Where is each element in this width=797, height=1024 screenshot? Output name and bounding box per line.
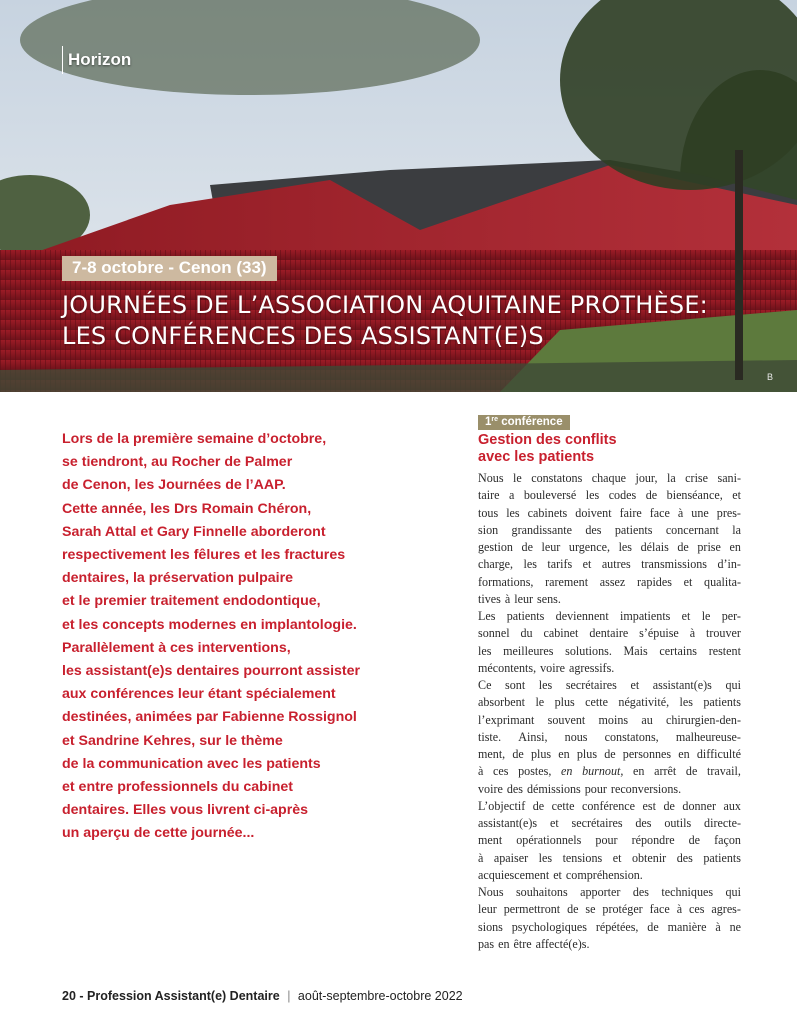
body-word: bienséance, xyxy=(666,488,723,503)
body-word: compréhension. xyxy=(565,867,643,882)
body-line xyxy=(478,867,741,884)
body-word: cabinet xyxy=(543,626,579,641)
body-word: agressifs. xyxy=(568,660,615,675)
body-word: taire xyxy=(478,488,500,503)
body-word: et xyxy=(549,816,559,830)
body-word: plus xyxy=(554,695,575,710)
body-line xyxy=(478,539,741,556)
body-word: assistant(e)s xyxy=(652,678,712,692)
body-word: une xyxy=(691,505,709,520)
body-word: arrêt xyxy=(654,764,677,779)
body-word: agres- xyxy=(711,902,741,917)
intro-line: et Sandrine Kehres, sur le thème xyxy=(62,732,283,749)
body-word: tarifs xyxy=(547,557,573,572)
body-word: travail, xyxy=(706,764,741,779)
body-word: directe- xyxy=(704,816,741,830)
body-word: doivent xyxy=(575,505,612,520)
body-word: en xyxy=(633,764,645,779)
body-word: en xyxy=(561,764,573,779)
body-word: se xyxy=(585,902,596,917)
intro-line: Lors de la première semaine d’octobre, xyxy=(62,431,327,447)
body-word: apaiser xyxy=(493,850,529,865)
body-word: de xyxy=(685,764,698,779)
body-word: la xyxy=(666,471,676,485)
body-word: à xyxy=(676,902,683,917)
magazine-name: Profession Assistant(e) Dentaire xyxy=(87,989,280,1003)
body-word: jour, xyxy=(635,471,658,485)
body-word: de xyxy=(647,919,659,934)
body-word: pour xyxy=(595,833,618,848)
body-word: à xyxy=(677,505,684,520)
body-word: à xyxy=(478,764,484,779)
body-word: et xyxy=(681,609,691,623)
body-word: impatients xyxy=(620,609,671,623)
conference-title-line: avec les patients xyxy=(478,449,595,465)
body-word: qui xyxy=(725,678,741,692)
body-word: sens. xyxy=(537,591,561,606)
body-word: acquiescement xyxy=(478,867,550,882)
body-word: outils xyxy=(664,816,692,830)
conference-body xyxy=(478,470,741,953)
body-word: Nous xyxy=(478,471,504,485)
body-word: les xyxy=(506,505,520,520)
intro-line: de Cenon, les Journées de l’AAP. xyxy=(62,477,286,494)
body-word: répétées, xyxy=(595,919,639,934)
body-word: Ce xyxy=(478,678,492,692)
body-word: être xyxy=(513,936,532,951)
body-word: qui xyxy=(725,885,741,899)
body-line xyxy=(478,712,741,729)
body-word: rarement xyxy=(545,574,589,589)
body-word: du xyxy=(520,626,533,641)
body-word: personnes xyxy=(622,747,672,761)
body-word: mécontents, xyxy=(478,660,537,675)
body-word: de xyxy=(532,798,545,813)
body-word: face xyxy=(649,902,670,917)
section-rule xyxy=(62,46,63,74)
intro-line: un aperçu de cette journée... xyxy=(62,825,255,842)
body-word: en xyxy=(558,747,570,761)
body-word: et xyxy=(683,574,693,589)
body-word: tous xyxy=(478,505,499,520)
body-line xyxy=(478,832,741,849)
intro-line: respectivement les fêlures et les fractures xyxy=(62,547,346,564)
footer-dash: - xyxy=(79,989,84,1003)
body-word: à xyxy=(715,919,721,934)
body-word: malheureuse- xyxy=(675,729,741,744)
body-word: de xyxy=(512,747,524,761)
event-date-tag: 7-8 octobre - Cenon (33) xyxy=(62,256,277,281)
body-word: des xyxy=(676,850,693,865)
body-word: les xyxy=(538,850,553,865)
body-word: pas xyxy=(478,936,495,951)
body-word: de xyxy=(688,833,701,848)
intro-line: dentaires. Elles vous livrent ci-après xyxy=(62,802,309,819)
body-word: de xyxy=(604,747,616,761)
body-word: à xyxy=(689,626,696,641)
article-title-line: LES CONFÉRENCES DES ASSISTANT(E)S xyxy=(62,322,544,350)
body-line xyxy=(478,884,741,901)
conference-title xyxy=(478,432,748,466)
body-line xyxy=(478,815,741,832)
body-word: affecté(e)s. xyxy=(535,936,590,951)
conference-number-suffix: re xyxy=(491,416,499,423)
body-word: leur xyxy=(478,902,497,917)
body-word: crise xyxy=(685,471,709,485)
body-line xyxy=(478,798,741,815)
intro-line: et le premier traitement endodontique, xyxy=(62,593,321,610)
body-word: secrétaires xyxy=(571,816,623,830)
hero-photo xyxy=(0,0,797,392)
body-word: grandissante xyxy=(511,522,572,537)
body-word: postes, xyxy=(518,764,552,779)
body-word: patients xyxy=(703,695,741,710)
conference-title-line: Gestion des conflits xyxy=(478,432,617,448)
conference-tag-word: conférence xyxy=(501,416,563,428)
body-word: souvent xyxy=(547,712,586,727)
footer-separator: | xyxy=(287,989,291,1003)
body-word: voire xyxy=(478,781,503,796)
body-word: leur xyxy=(541,540,561,554)
body-word: opérationnels xyxy=(516,833,582,848)
body-word: rapides xyxy=(637,574,672,589)
body-word: ces xyxy=(689,902,705,917)
body-word: difficulté xyxy=(696,747,741,761)
body-word: aux xyxy=(723,798,741,813)
body-line xyxy=(478,505,741,522)
body-word: chaque xyxy=(591,471,626,485)
body-word: ne xyxy=(729,919,741,934)
body-word: L’objectif xyxy=(478,798,526,813)
body-word: est xyxy=(642,798,656,813)
body-word: meilleures xyxy=(503,643,554,658)
body-word: codes xyxy=(608,488,637,503)
body-word: chirurgien-den- xyxy=(665,712,741,727)
body-word: transmissions xyxy=(641,557,707,572)
body-word: manière xyxy=(667,919,707,934)
conference-number-tag xyxy=(478,415,570,430)
body-word: conférence xyxy=(582,798,636,813)
body-line xyxy=(478,643,741,660)
body-line xyxy=(478,694,741,711)
body-word: charge, xyxy=(478,557,514,572)
body-word: à xyxy=(504,591,511,606)
intro-line: et les concepts modernes en implantologie. xyxy=(62,616,357,633)
body-word: patients xyxy=(614,522,653,537)
article-title-line: JOURNÉES DE L’ASSOCIATION AQUITAINE PROTHÈSE: xyxy=(62,291,708,319)
body-word: Mais xyxy=(623,643,648,658)
body-word: sani- xyxy=(717,471,741,485)
body-word: les xyxy=(523,557,537,572)
page-footer xyxy=(62,989,463,1003)
body-word: tives xyxy=(478,591,501,606)
body-word: de xyxy=(521,540,533,554)
section-label: Horizon xyxy=(68,50,132,69)
body-word: Nous xyxy=(478,885,504,899)
body-word: d’in- xyxy=(717,557,741,572)
body-line xyxy=(478,591,741,608)
body-line xyxy=(478,487,741,504)
body-line xyxy=(478,522,741,539)
body-line xyxy=(478,746,741,763)
body-word: le xyxy=(701,609,711,623)
body-line xyxy=(478,901,741,918)
body-word: les xyxy=(679,695,693,710)
intro-line: Cette année, les Drs Romain Chéron, xyxy=(62,500,312,517)
body-word: au xyxy=(641,712,653,727)
body-word: patients xyxy=(703,850,741,865)
body-line xyxy=(478,850,741,867)
body-word: dentaire xyxy=(589,626,629,641)
body-word: cette xyxy=(551,798,575,813)
body-word: sonnel xyxy=(478,626,510,641)
body-word: répondre xyxy=(631,833,675,848)
body-word: des xyxy=(506,781,523,796)
body-word: démissions xyxy=(526,781,581,796)
body-word: assistant(e)s xyxy=(478,816,538,830)
body-word: permettront xyxy=(503,902,561,917)
intro-line: dentaires, la préservation pulpaire xyxy=(62,570,294,587)
body-word: trouver xyxy=(706,626,741,641)
intro-line: et entre professionnels du cabinet xyxy=(62,779,293,796)
body-word: obtenir xyxy=(631,850,667,865)
body-word: Les xyxy=(478,609,496,623)
body-word: constatons, xyxy=(604,729,659,744)
body-word: constatons xyxy=(531,471,583,485)
body-word: tensions xyxy=(562,850,603,865)
body-line xyxy=(478,608,741,625)
body-word: sion xyxy=(478,522,499,537)
body-word: délais xyxy=(640,540,669,554)
body-word: apporter xyxy=(580,885,621,899)
conference-number: 1 xyxy=(485,416,492,428)
body-word: la xyxy=(732,522,741,537)
body-word: les xyxy=(478,643,492,658)
body-word: souhaitons xyxy=(515,885,568,899)
body-line xyxy=(478,625,741,642)
body-word: voire xyxy=(540,660,565,675)
body-word: per- xyxy=(721,609,741,623)
body-line xyxy=(478,919,741,936)
body-word: absorbent xyxy=(478,695,526,710)
body-word: à xyxy=(478,850,484,865)
intro-line: se tiendront, au Rocher de Palmer xyxy=(62,454,293,471)
body-word: de xyxy=(567,902,579,917)
body-word: concernant xyxy=(665,522,719,537)
body-word: certains xyxy=(659,643,698,658)
body-word: le xyxy=(535,695,545,710)
body-word: qualita- xyxy=(704,574,741,589)
body-word: Ainsi, xyxy=(518,729,548,744)
page-number: 20 xyxy=(62,989,76,1003)
body-word: psychologiques xyxy=(511,919,587,934)
body-word: les xyxy=(538,678,553,692)
intro-line: Parallèlement à ces interventions, xyxy=(62,639,291,656)
body-word: de xyxy=(645,488,658,503)
body-word: des xyxy=(635,816,652,830)
body-line xyxy=(478,470,741,487)
body-line xyxy=(478,574,741,591)
body-word: formations, xyxy=(478,574,534,589)
body-word: deviennent xyxy=(555,609,609,623)
body-word: nous xyxy=(564,729,588,744)
body-word: pour xyxy=(584,781,607,796)
body-word: leur xyxy=(514,591,534,606)
body-line xyxy=(478,660,741,677)
body-word: sont xyxy=(505,678,526,692)
body-word: en xyxy=(729,540,741,554)
body-line xyxy=(478,729,741,746)
body-word: a xyxy=(508,488,515,503)
body-word: tiste. xyxy=(478,729,502,744)
body-line xyxy=(478,677,741,694)
body-word: cette xyxy=(585,695,608,710)
body-word: de xyxy=(663,798,675,813)
body-word: patients xyxy=(506,609,545,623)
intro-line: les assistant(e)s dentaires pourront assister xyxy=(62,663,361,680)
intro-line: Sarah Attal et Gary Finnelle aborderont xyxy=(62,523,326,540)
body-word: bouleversé xyxy=(523,488,577,503)
body-line xyxy=(478,936,741,953)
intro-line: destinées, animées par Fabienne Rossignol xyxy=(62,709,357,726)
body-word: et xyxy=(553,867,562,882)
body-word: le xyxy=(513,471,522,485)
photo-credit: B xyxy=(766,372,773,382)
body-word: pres- xyxy=(716,505,741,520)
body-word: secrétaires xyxy=(565,678,617,692)
body-word: et xyxy=(582,557,592,572)
body-word: les xyxy=(585,488,600,503)
body-word: sions xyxy=(478,919,503,934)
body-line xyxy=(478,781,741,798)
body-word: assez xyxy=(599,574,626,589)
body-word: techniques xyxy=(661,885,714,899)
body-word: cabinets xyxy=(527,505,568,520)
body-word: en xyxy=(678,747,690,761)
body-word: gestion xyxy=(478,540,513,554)
body-word: autres xyxy=(601,557,631,572)
body-word: ment xyxy=(478,833,503,848)
body-word: urgence, xyxy=(568,540,610,554)
body-line xyxy=(478,763,741,780)
body-word: s’épuise xyxy=(639,626,679,641)
body-word: et xyxy=(630,678,640,692)
body-word: plus xyxy=(576,747,598,761)
body-word: ces xyxy=(493,764,509,779)
intro-line: de la communication avec les patients xyxy=(62,755,321,772)
body-word: faire xyxy=(619,505,642,520)
body-word: en xyxy=(498,936,510,951)
body-word: façon xyxy=(714,833,741,848)
body-word: l’exprimant xyxy=(478,712,535,727)
body-word: plus xyxy=(530,747,552,761)
body-word: burnout, xyxy=(582,764,624,779)
body-word: et xyxy=(732,488,741,503)
intro-paragraph xyxy=(62,428,392,846)
body-word: les xyxy=(618,540,632,554)
body-word: ment, xyxy=(478,747,506,761)
body-word: des xyxy=(632,885,649,899)
intro-line: aux conférences leur étant spécialement xyxy=(62,686,336,703)
body-word: et xyxy=(612,850,622,865)
body-word: protéger xyxy=(602,902,643,917)
body-line xyxy=(478,556,741,573)
body-word: prise xyxy=(697,540,721,554)
body-word: solutions. xyxy=(565,643,612,658)
article-title xyxy=(62,290,762,352)
body-word: donner xyxy=(682,798,716,813)
body-word: moins xyxy=(598,712,629,727)
body-word: restent xyxy=(708,643,741,658)
body-word: négativité, xyxy=(618,695,670,710)
body-word: de xyxy=(677,540,689,554)
body-word: reconversions. xyxy=(610,781,682,796)
body-word: des xyxy=(585,522,602,537)
body-word: face xyxy=(649,505,670,520)
issue-date: août-septembre-octobre 2022 xyxy=(297,989,463,1003)
